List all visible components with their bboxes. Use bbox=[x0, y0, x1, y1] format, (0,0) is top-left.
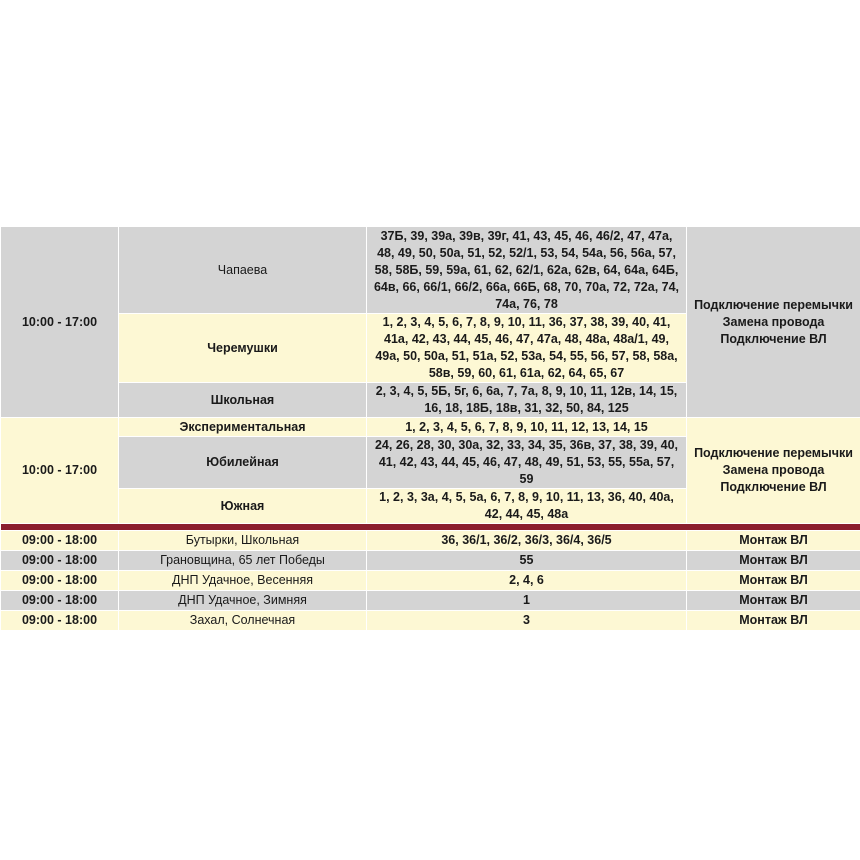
table-row bbox=[1, 531, 860, 551]
work-line: Замена провода bbox=[722, 463, 825, 477]
time-cell: 10:00 - 17:00 bbox=[1, 227, 119, 418]
street-cell: Бутырки, Школьная bbox=[119, 531, 367, 551]
outage-schedule-table bbox=[0, 226, 860, 631]
table-row bbox=[1, 571, 860, 591]
work-line: Подключение ВЛ bbox=[720, 480, 827, 494]
street-cell: Чапаева bbox=[119, 227, 367, 314]
street-cell: Захал, Солнечная bbox=[119, 611, 367, 631]
work-cell: Монтаж ВЛ bbox=[687, 531, 860, 551]
work-cell: Монтаж ВЛ bbox=[687, 571, 860, 591]
street-cell: Экспериментальная bbox=[119, 418, 367, 437]
table-row bbox=[1, 611, 860, 631]
time-cell: 10:00 - 17:00 bbox=[1, 418, 119, 524]
houses-cell: 1, 2, 3, 4, 5, 6, 7, 8, 9, 10, 11, 36, 37, 38, 39, 40, 41, 41а, 42, 43, 44, 45, 46, 47, 47а, 48, 48а, 48а/1, 49, 49а, 50, 50а, 51, 51а, 52, 53а, 54, 55, 56, 57, 58, 58а, 58в, 59, 60, 61, 61а, 62, 64, 65, 67 bbox=[367, 314, 687, 383]
table-row bbox=[1, 551, 860, 571]
houses-cell: 2, 3, 4, 5, 5Б, 5г, 6, 6а, 7, 7а, 8, 9, 10, 11, 12в, 14, 15, 16, 18, 18Б, 18в, 31, 32, 50, 84, 125 bbox=[367, 383, 687, 418]
houses-cell: 2, 4, 6 bbox=[367, 571, 687, 591]
houses-cell: 37Б, 39, 39а, 39в, 39г, 41, 43, 45, 46, 46/2, 47, 47а, 48, 49, 50, 50а, 51, 52, 52/1, 53, 54, 54а, 56, 56а, 57, 58, 58Б, 59, 59а, 61, 62, 62/1, 62а, 62в, 64, 64а, 64Б, 64в, 66, 66/1, 66/2, 66а, 66Б, 68, 70, 70а, 72, 72а, 74, 74а, 76, 78 bbox=[367, 227, 687, 314]
time-cell: 09:00 - 18:00 bbox=[1, 591, 119, 611]
street-cell: Юбилейная bbox=[119, 437, 367, 489]
houses-cell: 55 bbox=[367, 551, 687, 571]
work-line: Подключение перемычки bbox=[694, 297, 853, 312]
work-cell bbox=[687, 227, 860, 418]
street-cell: Черемушки bbox=[119, 314, 367, 383]
street-cell: ДНП Удачное, Зимняя bbox=[119, 591, 367, 611]
work-cell bbox=[687, 418, 860, 524]
separator-row bbox=[1, 524, 860, 531]
houses-cell: 1 bbox=[367, 591, 687, 611]
time-cell: 09:00 - 18:00 bbox=[1, 571, 119, 591]
time-cell: 09:00 - 18:00 bbox=[1, 551, 119, 571]
houses-cell: 24, 26, 28, 30, 30а, 32, 33, 34, 35, 36в, 37, 38, 39, 40, 41, 42, 43, 44, 45, 46, 47, 48, 49, 51, 53, 55, 55а, 57, 59 bbox=[367, 437, 687, 489]
table-row bbox=[1, 418, 860, 437]
work-cell: Монтаж ВЛ bbox=[687, 551, 860, 571]
table-row bbox=[1, 227, 860, 314]
street-cell: Грановщина, 65 лет Победы bbox=[119, 551, 367, 571]
separator-bar bbox=[1, 524, 860, 531]
table-row bbox=[1, 591, 860, 611]
houses-cell: 1, 2, 3, 4, 5, 6, 7, 8, 9, 10, 11, 12, 13, 14, 15 bbox=[367, 418, 687, 437]
houses-cell: 36, 36/1, 36/2, 36/3, 36/4, 36/5 bbox=[367, 531, 687, 551]
street-cell: ДНП Удачное, Весенняя bbox=[119, 571, 367, 591]
street-cell: Школьная bbox=[119, 383, 367, 418]
street-cell: Южная bbox=[119, 489, 367, 524]
work-line: Замена провода bbox=[722, 314, 825, 329]
work-line: Подключение ВЛ bbox=[720, 331, 827, 346]
houses-cell: 1, 2, 3, 3а, 4, 5, 5а, 6, 7, 8, 9, 10, 11, 13, 36, 40, 40а, 42, 44, 45, 48а bbox=[367, 489, 687, 524]
work-cell: Монтаж ВЛ bbox=[687, 591, 860, 611]
houses-cell: 3 bbox=[367, 611, 687, 631]
time-cell: 09:00 - 18:00 bbox=[1, 611, 119, 631]
work-cell: Монтаж ВЛ bbox=[687, 611, 860, 631]
time-cell: 09:00 - 18:00 bbox=[1, 531, 119, 551]
work-line: Подключение перемычки bbox=[694, 446, 853, 460]
